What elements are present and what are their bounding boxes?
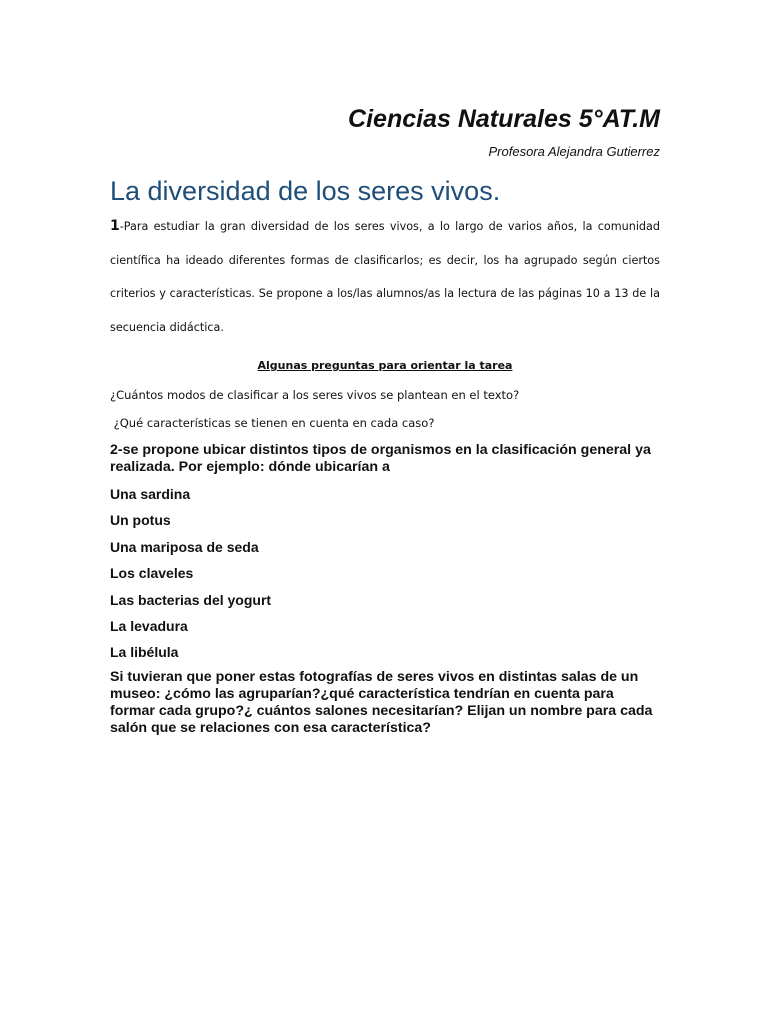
main-title: La diversidad de los seres vivos. <box>110 176 501 206</box>
organism-item: La libélula <box>110 644 179 661</box>
organism-item: Un potus <box>110 512 171 529</box>
organism-item: Las bacterias del yogurt <box>110 591 272 608</box>
guide-question: ¿Qué características se tienen en cuenta en cada caso? <box>110 416 435 430</box>
organism-item: Los claveles <box>110 565 194 582</box>
intro-text: -Para estudiar la gran diversidad de los seres vivos, a lo largo de varios años, la comunidad científica ha ideado diferentes formas de clasificarlos; es decir, los ha agrupado según ciertos criterios y características. Se propone a los/las alumnos/as la lectura de las páginas 10 a 13 de la secuencia didáctica. <box>110 220 660 334</box>
intro-paragraph <box>110 210 660 344</box>
museum-question: Si tuvieran que poner estas fotografías de seres vivos en distintas salas de un museo: ¿cómo las agruparían?¿qué característica tendrían en cuenta para formar cada grupo?¿ cuántos salones necesitarían? Elijan un nombre para cada salón que se relaciones con esa característica? <box>110 669 653 736</box>
teacher-name: Profesora Alejandra Gutierrez <box>488 144 660 159</box>
organism-list <box>110 485 271 670</box>
organism-item: Una mariposa de seda <box>110 538 259 555</box>
organism-item: La levadura <box>110 617 188 634</box>
guide-questions-title: Algunas preguntas para orientar la tarea <box>257 359 513 372</box>
organism-item: Una sardina <box>110 486 191 502</box>
guide-question: ¿Cuántos modos de clasificar a los seres vivos se plantean en el texto? <box>110 388 520 402</box>
course-title: Ciencias Naturales 5°AT.M <box>348 105 660 133</box>
task-2-text: 2-se propone ubicar distintos tipos de organismos en la clasificación general ya realizada. Por ejemplo: dónde ubicarían a <box>110 442 651 475</box>
intro-number: 1 <box>110 218 120 234</box>
